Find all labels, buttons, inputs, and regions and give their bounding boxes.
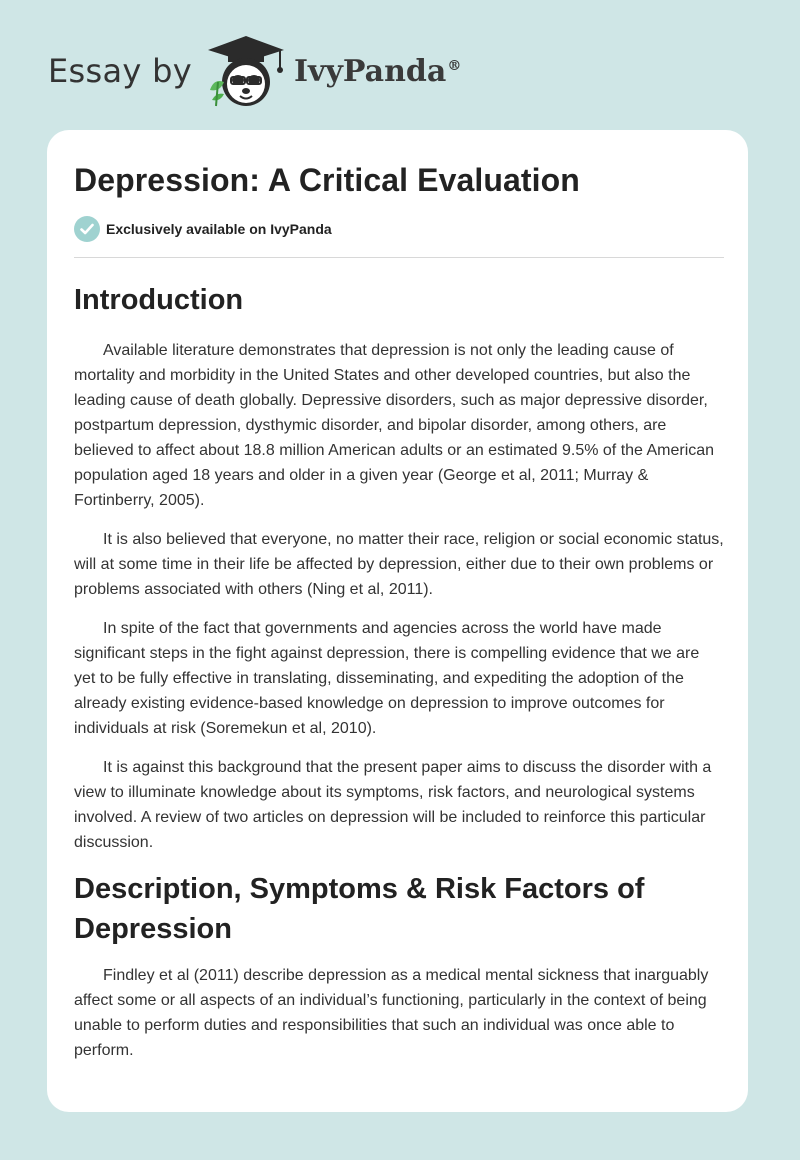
brand-name[interactable] — [294, 54, 461, 89]
section-heading-description: Description, Symptoms & Risk Factors of Depression — [74, 872, 645, 945]
divider — [74, 257, 724, 258]
essay-content — [74, 160, 724, 1077]
essay-card — [47, 130, 748, 1112]
section-heading-introduction: Introduction — [74, 283, 244, 316]
paragraph: Findley et al (2011) describe depression as a medical mental sickness that inarguably affect some or all aspects of an individual’s functioning, particularly in the context of being unable to perform duties and responsibilities that such an individual was once able to perform. — [74, 966, 709, 1059]
brand-prefix: Essay by — [48, 52, 192, 90]
brand-name-text: IvyPanda — [294, 54, 447, 89]
paragraph: Available literature demonstrates that depression is not only the leading cause of mortality and morbidity in the United States and other developed countries, but also the leading cause of death globally. Depressive disorders, such as major depressive disorder, postpartum depression, dysthymic disorder, and bipolar disorder, among others, are believed to affect about 18.8 million American adults or an estimated 9.5% of the American population aged 18 years and older in a given year (George et al, 2011; Murray & Fortinberry, 2005). — [74, 341, 715, 509]
page-title: Depression: A Critical Evaluation — [74, 162, 580, 198]
paragraph: It is also believed that everyone, no matter their race, religion or social economic status, will at some time in their life be affected by depression, either due to their own problems or problems associated with others (Ning et al, 2011). — [74, 530, 724, 598]
paragraph: In spite of the fact that governments and agencies across the world have made significant steps in the fight against depression, there is compelling evidence that we are yet to be fully effective in translating, disseminating, and expediting the adoption of the already existing evidence-based knowledge on depression to improve outcomes for individuals at risk (Soremekun et al, 2010). — [74, 619, 700, 737]
exclusive-badge-label: Exclusively available on IvyPanda — [106, 220, 332, 237]
check-circle-icon — [74, 216, 100, 242]
panda-logo-icon[interactable] — [204, 34, 288, 110]
registered-mark: ® — [447, 58, 462, 74]
brand-header — [48, 34, 468, 114]
paragraph: It is against this background that the present paper aims to discuss the disorder with a view to illuminate knowledge about its symptoms, risk factors, and neurological systems involved. A review of two articles on depression will be included to reinforce this particular discussion. — [74, 758, 712, 851]
exclusive-badge — [74, 216, 724, 242]
